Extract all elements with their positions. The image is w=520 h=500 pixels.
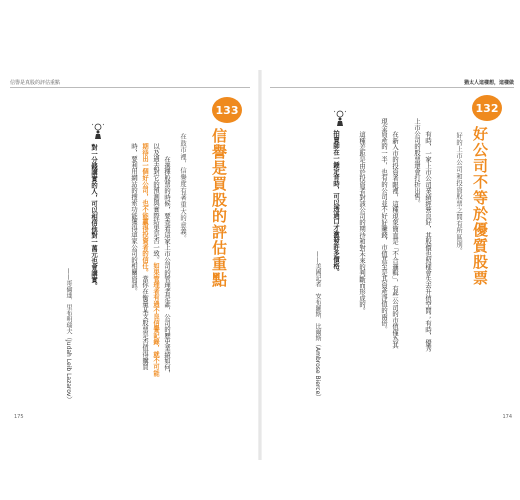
header-rule-left xyxy=(10,87,250,88)
body-paragraph xyxy=(128,143,172,378)
body-sentence: 當你在衡量某支股票是否值得購買時，要利用網站的搜索功能獲得這家公司的相關資訊。 xyxy=(130,143,148,370)
right-page xyxy=(262,0,520,500)
body-paragraph xyxy=(356,118,367,353)
body-text-right xyxy=(353,118,433,353)
tip-number-badge-right: 132 xyxy=(472,95,502,121)
section-subtitle-right: 好的上市公司和投資股票之間有所區別。 xyxy=(455,132,462,255)
body-text-left xyxy=(104,143,172,378)
body-sentence: 這種差距是由於投資者對該公司的期待和對未來的判斷而形成的。 xyxy=(358,130,365,314)
section-title-left: 信譽是買股的評估重點 xyxy=(210,128,228,288)
left-page xyxy=(0,0,258,500)
tip-number-badge-left: 133 xyxy=(212,97,242,123)
body-paragraph xyxy=(378,118,400,353)
lightbulb-person-icon xyxy=(92,123,104,139)
running-header-left: 信譽是真股的評估重點 xyxy=(10,80,61,86)
highlighted-sentence: 如果管理者有過不良信譽記錄，就不可能期待出一個好公司，也不能贏得投資者的信任。 xyxy=(141,143,159,377)
lightbulb-person-icon xyxy=(334,110,346,126)
quote-attribution-right: ——美國記者 安布羅斯．比爾斯（Ambrose Bierce） xyxy=(314,251,321,401)
quote-attribution-left: ——哥倫達．里布明瑞夫（Judah Leib Lazarov） xyxy=(65,268,72,403)
body-sentence: 在選擇股票的時候，要查看這家上市公司的管理者是誰，公司的歷史業績如何，以及過去對它的預測與實際結果是否一致。 xyxy=(152,143,170,377)
page-number-right: 174 xyxy=(502,414,512,420)
page-number-left: 175 xyxy=(14,414,24,420)
body-paragraph xyxy=(411,118,433,353)
section-title-right: 好公司不等於優質股票 xyxy=(471,126,489,286)
header-rule-right xyxy=(270,87,514,88)
running-header-right: 猶太人這樣想，這樣做 xyxy=(463,80,514,86)
quote-text-left: 對一分錢講實的人，可以相信他對一萬元也會講實。 xyxy=(90,144,97,289)
quote-text-right: 拍賣師在一錘定音時，可以透過口才激發許多價格。 xyxy=(332,130,339,275)
body-sentence: 有時，一家上市公司業績經營良好，其股價也照樣會失去升值空間；有時，優秀上市公司的股票還會打折出售。 xyxy=(413,118,431,352)
section-subtitle-left: 在鼓市裡，信譽度有著重大的意義。 xyxy=(179,133,186,242)
body-sentence: 在新入市的投資者眼裡，這種現象簡直是「不合邏輯」，有些公司的市值僅為其現金資產的一半，也有的公司並不好好賺錢，市值甚至是其資產淨值的兩倍。 xyxy=(380,118,398,348)
